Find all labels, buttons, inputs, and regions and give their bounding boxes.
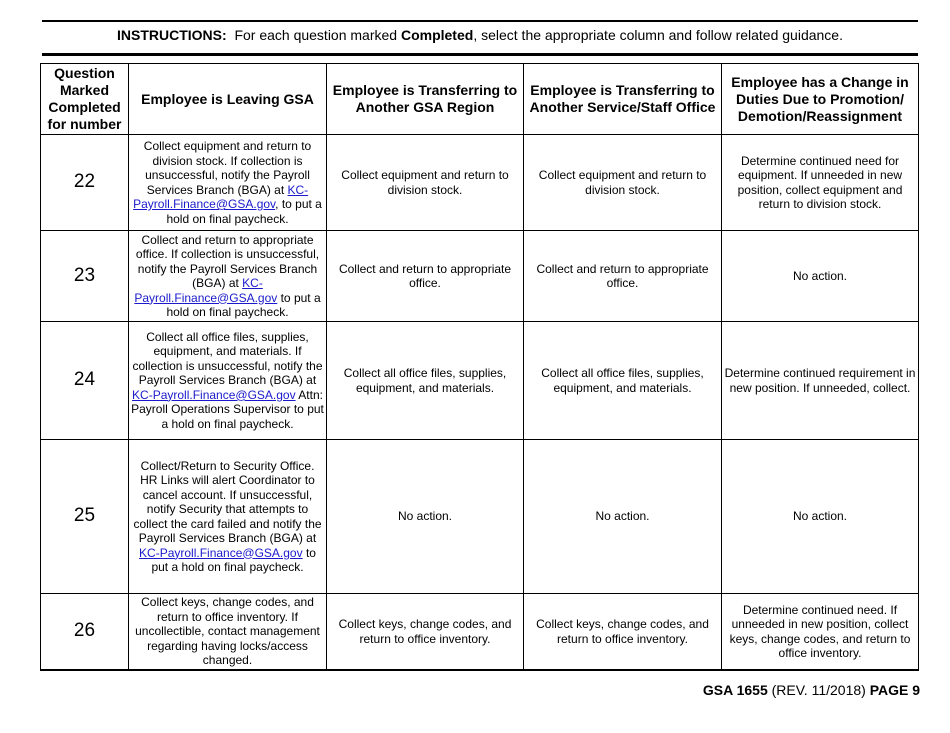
form-footer bbox=[703, 682, 920, 698]
change-duties-cell: Determine continued need for equipment. If unneeded in new position, collect equipment and return to division stock. bbox=[722, 135, 919, 231]
payroll-email-link[interactable]: KC-Payroll.Finance@GSA.gov bbox=[139, 545, 303, 560]
col-header-leaving-gsa: Employee is Leaving GSA bbox=[129, 64, 327, 135]
payroll-email-link[interactable]: KC-Payroll.Finance@GSA.gov bbox=[132, 387, 296, 402]
payroll-email-link[interactable]: KC-Payroll.Finance@GSA.gov bbox=[134, 276, 278, 305]
question-number: 26 bbox=[41, 594, 129, 671]
leaving-gsa-cell bbox=[129, 135, 327, 231]
leaving-text-after: , to put a hold on final paycheck. bbox=[166, 197, 322, 226]
col-header-change-duties: Employee has a Change in Duties Due to Promotion/ Demotion/Reassignment bbox=[722, 64, 919, 135]
change-duties-cell: No action. bbox=[722, 440, 919, 594]
change-duties-cell: Determine continued requirement in new position. If unneeded, collect. bbox=[722, 322, 919, 440]
transfer-region-cell: No action. bbox=[327, 440, 524, 594]
payroll-email-link[interactable]: KC-Payroll.Finance@GSA.gov bbox=[133, 182, 309, 211]
instructions-text-before: For each question marked bbox=[234, 27, 401, 43]
leaving-text: Collect keys, change codes, and return to office inventory. If uncollectible, contact management regarding having locks/access changed. bbox=[135, 595, 320, 668]
transfer-region-cell: Collect keys, change codes, and return to office inventory. bbox=[327, 594, 524, 671]
transfer-office-cell: Collect keys, change codes, and return to office inventory. bbox=[524, 594, 722, 671]
leaving-text-after: to put a hold on final paycheck. bbox=[151, 545, 316, 574]
leaving-gsa-cell bbox=[129, 440, 327, 594]
table-row bbox=[41, 440, 919, 594]
leaving-text-after: to put a hold on final paycheck. bbox=[166, 290, 321, 319]
leaving-gsa-cell bbox=[129, 594, 327, 671]
instructions-text-after: , select the appropriate column and follow related guidance. bbox=[473, 27, 843, 43]
leaving-text: Collect all office files, supplies, equipment, and materials. If collection is unsuccessful, notify the Payroll Services Branch (BGA) at bbox=[132, 329, 323, 388]
instructions-label: INSTRUCTIONS: bbox=[116, 27, 227, 43]
header-rule bbox=[42, 53, 918, 56]
table-row bbox=[41, 231, 919, 322]
top-rule bbox=[42, 20, 918, 22]
leaving-text: Collect and return to appropriate office. If collection is unsuccessful, notify the Payroll Services Branch (BGA) at bbox=[135, 232, 320, 290]
table-row bbox=[41, 135, 919, 231]
transfer-office-cell: Collect and return to appropriate office. bbox=[524, 231, 722, 322]
instructions bbox=[42, 27, 918, 43]
transfer-office-cell: No action. bbox=[524, 440, 722, 594]
leaving-text: Collect equipment and return to division stock. If collection is unsuccessful, notify the Payroll Services Branch (BGA) at bbox=[143, 139, 312, 197]
table-row bbox=[41, 322, 919, 440]
transfer-region-cell: Collect all office files, supplies, equipment, and materials. bbox=[327, 322, 524, 440]
question-number: 25 bbox=[41, 440, 129, 594]
form-number: GSA 1655 bbox=[702, 682, 768, 698]
header-row bbox=[41, 64, 919, 135]
question-number: 22 bbox=[41, 135, 129, 231]
leaving-text: Collect/Return to Security Office. HR Links will alert Coordinator to cancel account. If unsuccessful, notify Security that attempts to collect the card failed and notify the Payroll Services Branch (BGA) at bbox=[133, 458, 322, 545]
col-header-transfer-region: Employee is Transferring to Another GSA Region bbox=[327, 64, 524, 135]
col-header-question-number: Question Marked Completed for number bbox=[41, 64, 129, 135]
change-duties-cell: No action. bbox=[722, 231, 919, 322]
page-number: PAGE 9 bbox=[869, 682, 920, 698]
guidance-table bbox=[40, 63, 919, 671]
transfer-office-cell: Collect all office files, supplies, equipment, and materials. bbox=[524, 322, 722, 440]
leaving-text-after: Attn: Payroll Operations Supervisor to put a hold on final paycheck. bbox=[131, 387, 324, 431]
leaving-gsa-cell bbox=[129, 231, 327, 322]
leaving-gsa-cell bbox=[129, 322, 327, 440]
change-duties-cell: Determine continued need. If unneeded in new position, collect keys, change codes, and return to office inventory. bbox=[722, 594, 919, 671]
question-number: 24 bbox=[41, 322, 129, 440]
question-number: 23 bbox=[41, 231, 129, 322]
col-header-transfer-office: Employee is Transferring to Another Service/Staff Office bbox=[524, 64, 722, 135]
form-revision: (REV. 11/2018) bbox=[771, 682, 866, 698]
transfer-region-cell: Collect and return to appropriate office. bbox=[327, 231, 524, 322]
transfer-office-cell: Collect equipment and return to division stock. bbox=[524, 135, 722, 231]
table-row bbox=[41, 594, 919, 671]
transfer-region-cell: Collect equipment and return to division stock. bbox=[327, 135, 524, 231]
instructions-emphasis: Completed bbox=[400, 27, 474, 43]
